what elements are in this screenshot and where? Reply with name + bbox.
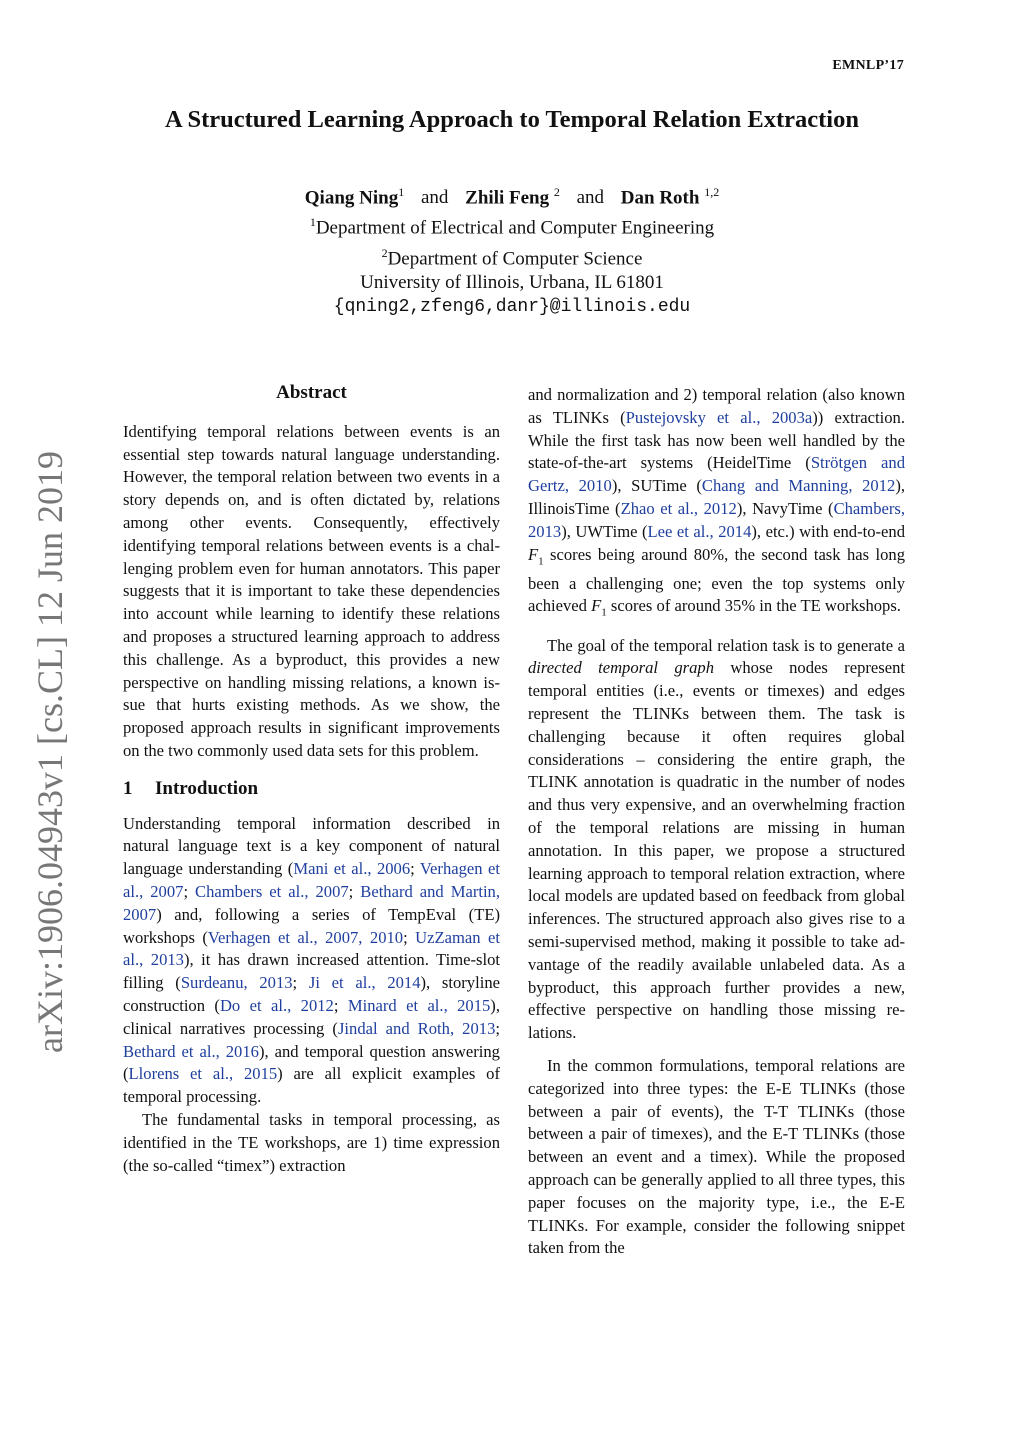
citation-link[interactable]: UzZaman et al., 2013 (123, 927, 500, 970)
left-column (123, 382, 500, 1177)
right-paragraph-2: The goal of the temporal relation task is to generate a directed temporal graph whose nodes represent temporal entities (i.e., events or timexes) and edges represent the TLINKs between them. The task is challenging because it often requires global considerations – considering the entire graph, the TLINK annotation is quadratic in the number of nodes and thus very expensive, and an overwhelming fraction of the temporal relations are missing in human annotation. In this paper, we propose a structured learning approach to temporal relation extraction, where local models are updated based on feedback from global inferences. The structured approach also gives rise to a semi-supervised method, making it possible to take advantage of the readily available unlabeled data. As a byproduct, this approach further provides a new, effective perspective on handling those missing relations. (528, 635, 905, 1043)
citation-link[interactable]: Bethard et al., 2016 (123, 1041, 259, 1061)
and-word: and (576, 187, 605, 209)
section-number: 1 (123, 777, 133, 799)
author-line (0, 180, 1024, 210)
paper-title: A Structured Learning Approach to Temporal Relation Extraction (165, 106, 859, 133)
citation-link[interactable]: Chang and Manning, 2012 (701, 476, 896, 496)
right-paragraph-1: and normalization and 2) temporal relation (also known as TLINKs (Pustejovsky et al., 2003a)) extraction. While the first task has now been well handled by the state-of-the-art systems (HeidelTime (Strötgen and Gertz, 2010), SUTime (Chang and Manning, 2012), IllinoisTime (Zhao et al., 2012), NavyTime (Chambers, 2013), UWTime (Lee et al., 2014), etc.) with end-to-end $F_1$ scores being around 80%, the second task has long been a challenging one; even the top systems only achieved $F_1$ scores of around 35% in the TE workshops. (528, 385, 906, 619)
intro-paragraph-1: Understanding temporal information described in natural language text is a key component of natural language understanding (Mani et al., 2006; Verhagen et al., 2007; Chambers et al., 2007; Bethard and Martin, 2007) and, following a series of TempEval (TE) workshops (Verhagen et al., 2007, 2010; UzZaman et al., 2013), it has drawn increased attention. Time-slot filling (Surdeanu, 2013; Ji et al., 2014), storyline construction (Do et al., 2012; Minard et al., 2015), clinical narratives processing (Jindal and Roth, 2013; Bethard et al., 2016), and temporal question answering (Llorens et al., 2015) are all explicit examples of temporal processing. (123, 813, 501, 1107)
abstract-text: Identifying temporal relations between events is an essential step towards natural language understanding. However, the temporal relation between two events in a story depends on, and is often dictated by, relations among other events. Consequently, effectively identifying temporal relations between events is a challenging problem even for human annotators. This paper suggests that it is important to take these dependencies into account while learning to identify these relations and proposes a structured learning approach to address this challenge. As a byproduct, this provides a new perspective on handling missing relations, a known issue that hurts existing methods. As we show, the proposed approach results in significant improvements on the two commonly used data sets for this problem. (123, 421, 500, 760)
university: University of Illinois, Urbana, IL 61801 (360, 271, 664, 293)
author-affil: 1,2 (704, 185, 720, 199)
abstract-heading: Abstract (276, 382, 347, 403)
citation-link[interactable]: Ji et al., 2014 (308, 973, 421, 993)
intro-paragraph-2: The fundamental tasks in temporal processing, as identified in the TE workshops, are 1) time expression (the so-called “timex”) extraction (123, 1109, 500, 1175)
citation-link[interactable]: Jindal and Roth, 2013 (337, 1018, 496, 1038)
affil-num: 2 (381, 245, 388, 260)
citation-link[interactable]: Surdeanu, 2013 (180, 973, 293, 993)
citation-link[interactable]: Minard et al., 2015 (347, 995, 491, 1015)
f1-symbol: $F_1$ (528, 544, 544, 567)
affil-num: 1 (309, 215, 316, 230)
affil-text: Department of Electrical and Computer Engineering (315, 217, 715, 239)
section-title: Introduction (155, 777, 259, 799)
author-name: Dan Roth (620, 187, 700, 209)
citation-link[interactable]: Llorens et al., 2015 (128, 1064, 278, 1084)
citation-link[interactable]: Verhagen et al., 2007, 2010 (207, 927, 404, 947)
right-column (528, 384, 905, 1260)
citation-link[interactable]: Strötgen and Gertz, 2010 (528, 453, 905, 496)
author-affil: 2 (553, 185, 560, 199)
citation-link[interactable]: Mani et al., 2006 (293, 859, 411, 879)
email-address[interactable]: {qning2,zfeng6,danr}@illinois.edu (333, 296, 691, 317)
citation-link[interactable]: Do et al., 2012 (219, 995, 334, 1015)
affiliation-2 (0, 241, 1024, 271)
affil-text: Department of Computer Science (387, 247, 643, 269)
citation-link[interactable]: Lee et al., 2014 (647, 521, 752, 541)
emphasis-text: directed temporal graph (528, 658, 715, 678)
venue-label: EMNLP’17 (832, 58, 904, 73)
citation-link[interactable]: Bethard and Martin, 2007 (123, 881, 501, 924)
citation-link[interactable]: Chambers et al., 2007 (195, 881, 349, 901)
author-affil: 1 (398, 185, 405, 199)
arxiv-stamp[interactable]: arXiv:1906.04943v1 [cs.CL] 12 Jun 2019 (30, 451, 70, 1053)
and-word: and (420, 187, 449, 209)
author-block (0, 180, 1024, 319)
citation-link[interactable]: Chambers, 2013 (528, 498, 905, 541)
section-heading (123, 778, 500, 801)
author-name: Qiang Ning (304, 187, 399, 209)
right-paragraph-3: In the common formulations, temporal relations are categorized into three types: the E-E TLINKs (those between a pair of events), the T-T TLINKs (those between a pair of timexes), and the E-T TLINKs (those between an event and a timex). While the proposed approach can be generally applied to all three types, this paper focuses on the majority type, i.e., the E-E TLINKs. For example, consider the following snippet taken from the (528, 1055, 905, 1258)
citation-link[interactable]: Verhagen et al., 2007 (123, 859, 500, 901)
f1-symbol: $F_1$ (591, 596, 607, 619)
affiliation-1 (0, 210, 1024, 240)
citation-link[interactable]: Pustejovsky et al., 2003a (625, 407, 813, 427)
citation-link[interactable]: Zhao et al., 2012 (620, 498, 737, 518)
author-name: Zhili Feng (465, 187, 550, 209)
